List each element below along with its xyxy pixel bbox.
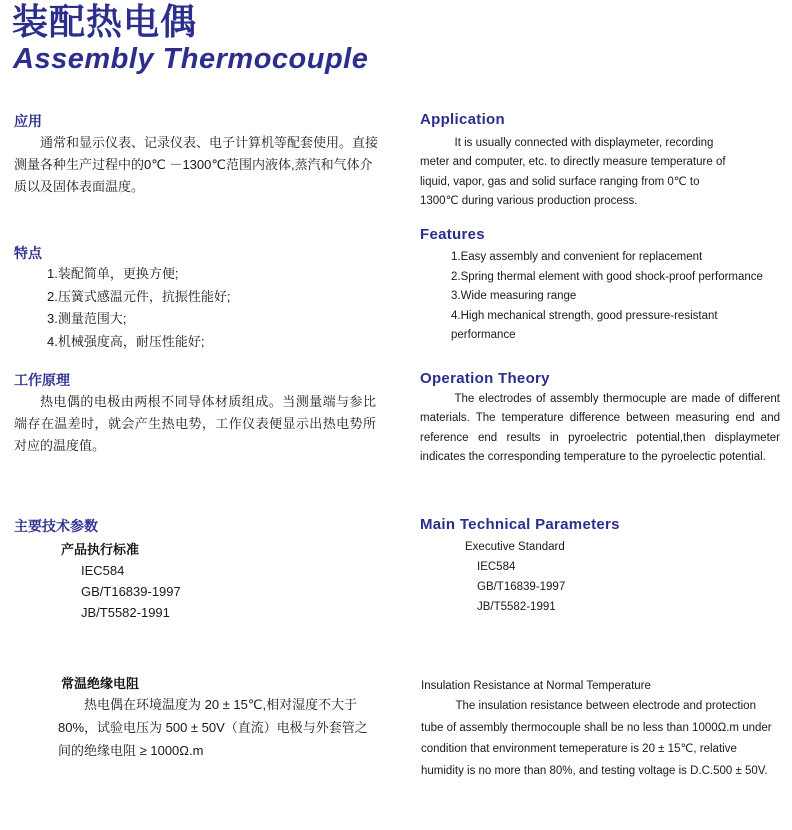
insulation-body-en: The insulation resistance between electrode and protection tube of assembly thermocouple shall be no less than 1000Ω.m under condition that environment temeperature is 20 ± 15℃, relative humidity is no more than 80%, and testing voltage is D.C.500 ± 50V. <box>421 700 772 777</box>
features-item-en: 1.Easy assembly and convenient for replacement <box>451 251 703 263</box>
standards-list-cn <box>81 560 181 623</box>
operation-body-cn: 热电偶的电极由两根不同导体材质组成。当测量端与参比端存在温差时，就会产生热电势，工作仪表便显示出热电势所对应的温度值。 <box>14 394 376 453</box>
standard-label-en: Executive Standard <box>465 541 565 553</box>
insulation-body-cn: 热电偶在环境温度为 20 ± 15℃,相对湿度不大于 80%，试验电压为 500 ± 50V（直流）电极与外套管之间的绝缘电阻 ≥ 1000Ω.m <box>58 697 368 758</box>
application-heading-cn: 应用 <box>14 113 42 129</box>
standard-item: GB/T16839-1997 <box>81 584 181 599</box>
features-list-cn <box>47 263 230 353</box>
insulation-label-en: Insulation Resistance at Normal Temperature <box>421 680 651 692</box>
application-body-en: It is usually connected with displaymeter, recording meter and computer, etc. to directly measure temperature of liquid, vapor, gas and solid surface ranging from 0℃ to 1300℃ during various production process. <box>420 137 726 207</box>
features-list-en <box>451 248 791 346</box>
standards-list-en <box>477 557 565 617</box>
insulation-label-cn: 常温绝缘电阻 <box>61 676 140 691</box>
standard-label-cn: 产品执行标准 <box>61 542 140 557</box>
parameters-heading-en: Main Technical Parameters <box>420 516 620 533</box>
operation-heading-en: Operation Theory <box>420 370 550 387</box>
operation-body-en: The electrodes of assembly thermocuple are made of different materials. The temperature difference between measuring end and reference end results in pyroelectric potential,then displaymeter indicates the corresponding temperature to the pyroelectic potential. <box>420 393 780 463</box>
features-item-cn: 3.测量范围大; <box>47 311 127 326</box>
page-title-en: Assembly Thermocouple <box>13 43 369 75</box>
page-title-cn: 装配热电偶 <box>12 1 198 42</box>
features-item-en: 3.Wide measuring range <box>451 290 577 302</box>
features-item-cn: 4.机械强度高，耐压性能好; <box>47 333 205 349</box>
operation-heading-cn: 工作原理 <box>14 372 70 388</box>
features-heading-en: Features <box>420 226 485 243</box>
application-heading-en: Application <box>420 111 505 128</box>
features-heading-cn: 特点 <box>14 245 42 261</box>
features-item-en: 4.High mechanical strength, good pressure-resistant performance <box>451 309 718 341</box>
standard-item: IEC584 <box>477 561 516 573</box>
features-item-cn: 2.压簧式感温元件，抗振性能好; <box>47 288 231 304</box>
parameters-heading-cn: 主要技术参数 <box>14 518 98 534</box>
features-item-en: 2.Spring thermal element with good shock-proof performance <box>451 270 763 283</box>
standard-item: JB/T5582-1991 <box>81 605 170 620</box>
standard-item: GB/T16839-1997 <box>477 581 566 593</box>
features-item-cn: 1.装配简单，更换方便; <box>47 266 179 281</box>
application-body-cn: 通常和显示仪表、记录仪表、电子计算机等配套使用。直接测量各种生产过程中的0℃ －1300℃范围内液体,蒸汽和气体介质以及固体表面温度。 <box>14 135 379 194</box>
standard-item: IEC584 <box>81 563 125 578</box>
standard-item: JB/T5582-1991 <box>477 601 556 613</box>
